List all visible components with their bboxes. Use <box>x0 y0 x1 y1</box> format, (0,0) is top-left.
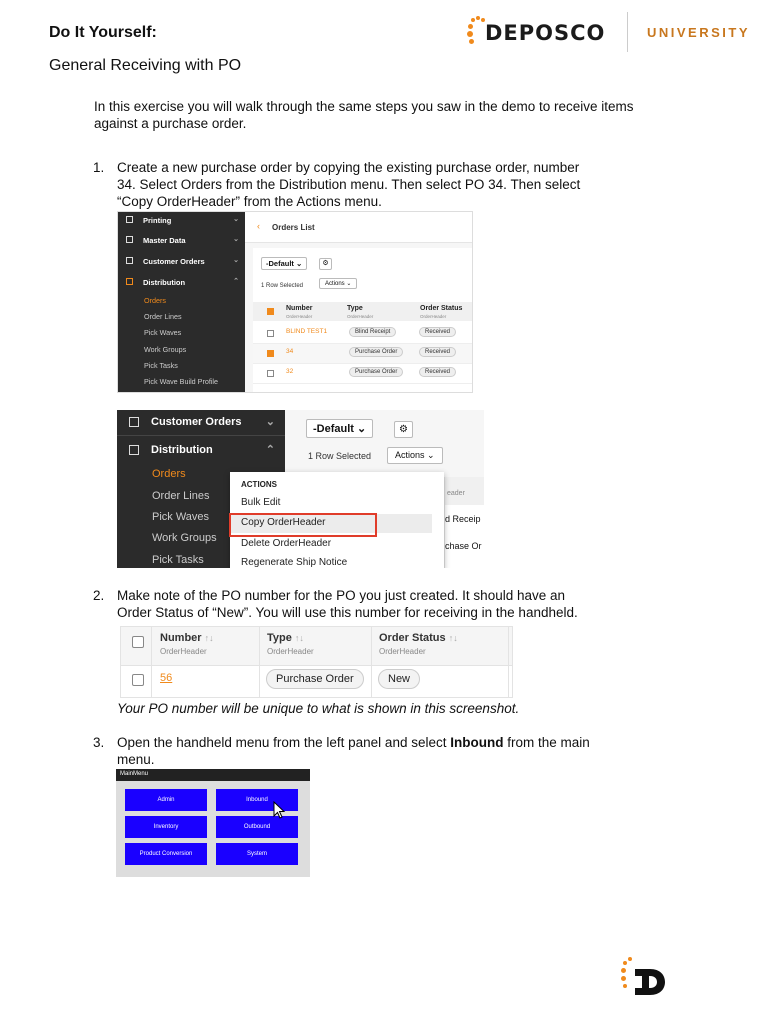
distribution-icon <box>126 278 133 285</box>
po-number-note: Your PO number will be unique to what is shown in this screenshot. <box>117 701 520 716</box>
handheld-title-bar: MainMenu <box>116 769 310 781</box>
actions-button[interactable]: Actions ⌄ <box>387 447 443 464</box>
step-2-line-1: Make note of the PO number for the PO you just created. It should have an <box>117 588 566 603</box>
database-icon <box>126 236 133 243</box>
table-row[interactable] <box>253 364 472 384</box>
step-1-line-2: 34. Select Orders from the Distribution menu. Then select PO 34. Then select <box>117 177 581 192</box>
column-header-number[interactable]: Number ↑↓ <box>160 632 214 644</box>
orders-icon <box>126 257 133 264</box>
submenu-pick-tasks[interactable]: Pick Tasks <box>144 361 178 370</box>
outbound-button[interactable]: Outbound <box>216 816 298 838</box>
table-row[interactable] <box>253 344 472 364</box>
system-button[interactable]: System <box>216 843 298 865</box>
step-3-text <box>117 734 697 768</box>
sort-icon[interactable]: ↑↓ <box>204 633 214 643</box>
table-peek: eader d Receip chase Or <box>444 477 484 568</box>
column-header-number[interactable]: Number <box>286 305 313 312</box>
new-po-row-screenshot <box>120 626 513 698</box>
orders-list-panel <box>245 212 472 392</box>
column-header-type[interactable]: Type <box>347 305 363 312</box>
submenu-order-lines[interactable]: Order Lines <box>152 490 210 502</box>
logo-wordmark: DEPOSCO <box>485 21 606 45</box>
submenu-pick-waves[interactable]: Pick Waves <box>152 511 210 523</box>
sidebar-item-printing[interactable]: Printing ⌄ <box>118 211 245 231</box>
type-pill: Purchase Order <box>266 669 364 689</box>
column-subheader: OrderHeader <box>160 647 207 656</box>
orders-icon <box>129 417 139 427</box>
inventory-button[interactable]: Inventory <box>125 816 207 838</box>
list-body <box>253 248 472 392</box>
column-header-order-status[interactable]: Order Status ↑↓ <box>379 632 458 644</box>
status-pill: Received <box>419 327 456 337</box>
column-header-order-status[interactable]: Order Status <box>420 305 463 312</box>
sidebar-item-distribution[interactable]: Distribution ⌃ <box>117 438 285 463</box>
gear-icon[interactable]: ⚙ <box>319 258 332 270</box>
chevron-down-icon: ⌄ <box>233 216 239 223</box>
sidebar-item-customer-orders[interactable]: Customer Orders ⌄ <box>117 410 285 436</box>
logo-university: UNIVERSITY <box>647 25 751 40</box>
column-subheader: OrderHeader <box>286 314 313 319</box>
chevron-up-icon: ⌃ <box>265 444 275 456</box>
type-pill: Purchase Order <box>349 347 403 357</box>
sidebar-item-master-data[interactable]: Master Data ⌄ <box>118 230 245 251</box>
menu-item-bulk-edit[interactable]: Bulk Edit <box>241 497 281 508</box>
type-pill: Purchase Order <box>349 367 403 377</box>
sort-icon[interactable]: ↑↓ <box>448 633 458 643</box>
menu-item-copy-orderheader[interactable]: Copy OrderHeader <box>241 517 326 528</box>
step-3-line-2: menu. <box>117 752 155 767</box>
status-pill: Received <box>419 367 456 377</box>
product-conversion-button[interactable]: Product Conversion <box>125 843 207 865</box>
logo-divider <box>627 12 628 52</box>
step-1-text <box>117 159 697 210</box>
submenu-pick-wave-build-profile[interactable]: Pick Wave Build Profile <box>144 377 219 386</box>
menu-heading: ACTIONS <box>241 480 277 489</box>
submenu-pick-waves[interactable]: Pick Waves <box>144 328 182 337</box>
chevron-up-icon: ⌃ <box>233 278 239 285</box>
sort-icon[interactable]: ↑↓ <box>294 633 304 643</box>
step-3-line-1: Open the handheld menu from the left panel and select Inbound from the main <box>117 735 590 750</box>
row-checkbox[interactable] <box>267 350 274 357</box>
distribution-icon <box>129 445 139 455</box>
submenu-pick-tasks[interactable]: Pick Tasks <box>152 554 204 566</box>
submenu-work-groups[interactable]: Work Groups <box>152 532 217 544</box>
printer-icon <box>126 216 133 223</box>
table-row[interactable] <box>121 666 512 697</box>
logo-dots-icon <box>466 16 486 46</box>
order-number-link[interactable]: 32 <box>286 368 294 375</box>
row-checkbox[interactable] <box>267 330 274 337</box>
handheld-main-menu-screenshot <box>116 769 310 877</box>
actions-dropdown-menu <box>230 472 444 568</box>
step-1-line-1: Create a new purchase order by copying the existing purchase order, number <box>117 160 580 175</box>
step-2-line-2: Order Status of “New”. You will use this number for receiving in the handheld. <box>117 605 578 620</box>
gear-icon[interactable]: ⚙ <box>394 421 413 438</box>
chevron-down-icon: ⌄ <box>265 416 275 428</box>
actions-menu-screenshot <box>117 410 484 568</box>
view-select[interactable]: -Default ⌄ <box>261 257 307 270</box>
back-arrow-icon[interactable]: ‹ <box>257 221 260 231</box>
step-2-number: 2. <box>93 588 105 603</box>
sidebar <box>118 212 245 392</box>
status-pill: New <box>378 669 420 689</box>
inbound-button[interactable]: Inbound <box>216 789 298 811</box>
step-1-line-3: “Copy OrderHeader” from the Actions menu. <box>117 194 382 209</box>
row-checkbox[interactable] <box>267 370 274 377</box>
row-checkbox[interactable] <box>132 674 144 686</box>
view-select[interactable]: -Default ⌄ <box>306 419 373 438</box>
column-subheader: OrderHeader <box>420 314 447 319</box>
sidebar-item-distribution[interactable]: Distribution ⌃ <box>118 272 245 293</box>
admin-button[interactable]: Admin <box>125 789 207 811</box>
menu-item-regenerate-ship-notice[interactable]: Regenerate Ship Notice <box>241 557 348 568</box>
select-all-checkbox[interactable] <box>132 636 144 648</box>
mouse-cursor-icon <box>273 801 287 821</box>
column-subheader: OrderHeader <box>267 647 314 656</box>
step-3-number: 3. <box>93 735 105 750</box>
actions-button[interactable]: Actions ⌄ <box>319 278 357 289</box>
step-1-number: 1. <box>93 160 105 175</box>
page-title: Do It Yourself: <box>49 24 157 41</box>
po-number-link[interactable]: 56 <box>160 672 173 684</box>
select-all-checkbox[interactable] <box>267 308 274 315</box>
footer-logo <box>620 957 680 1001</box>
intro-text: In this exercise you will walk through the same steps you saw in the demo to receive items against a purchase order. <box>94 99 634 131</box>
table-row[interactable] <box>253 324 472 344</box>
highlight-box <box>229 513 377 537</box>
step-2-text <box>117 587 697 621</box>
column-header-type[interactable]: Type ↑↓ <box>267 632 304 644</box>
order-number-link[interactable]: 34 <box>286 348 294 355</box>
sidebar-item-customer-orders[interactable]: Customer Orders ⌄ <box>118 251 245 272</box>
type-pill: Blind Receipt <box>349 327 396 337</box>
chevron-down-icon: ⌄ <box>233 236 239 243</box>
column-subheader: OrderHeader <box>347 314 374 319</box>
submenu-work-groups[interactable]: Work Groups <box>144 345 187 354</box>
d-logo-icon <box>633 967 667 997</box>
submenu-order-lines[interactable]: Order Lines <box>144 312 182 321</box>
rows-selected: 1 Row Selected <box>261 283 304 289</box>
list-title: Orders List <box>272 223 315 232</box>
page-subtitle: General Receiving with PO <box>49 57 242 74</box>
chevron-down-icon: ⌄ <box>233 257 239 264</box>
deposco-university-logo <box>466 12 766 56</box>
submenu-orders[interactable]: Orders <box>144 296 166 305</box>
status-pill: Received <box>419 347 456 357</box>
orders-list-screenshot <box>117 211 473 393</box>
list-header <box>245 212 472 243</box>
column-subheader: OrderHeader <box>379 647 426 656</box>
submenu-orders[interactable]: Orders <box>152 468 186 480</box>
rows-selected: 1 Row Selected <box>308 451 372 461</box>
order-number-link[interactable]: BLIND TEST1 <box>286 328 328 335</box>
menu-item-delete-orderheader[interactable]: Delete OrderHeader <box>241 538 332 549</box>
